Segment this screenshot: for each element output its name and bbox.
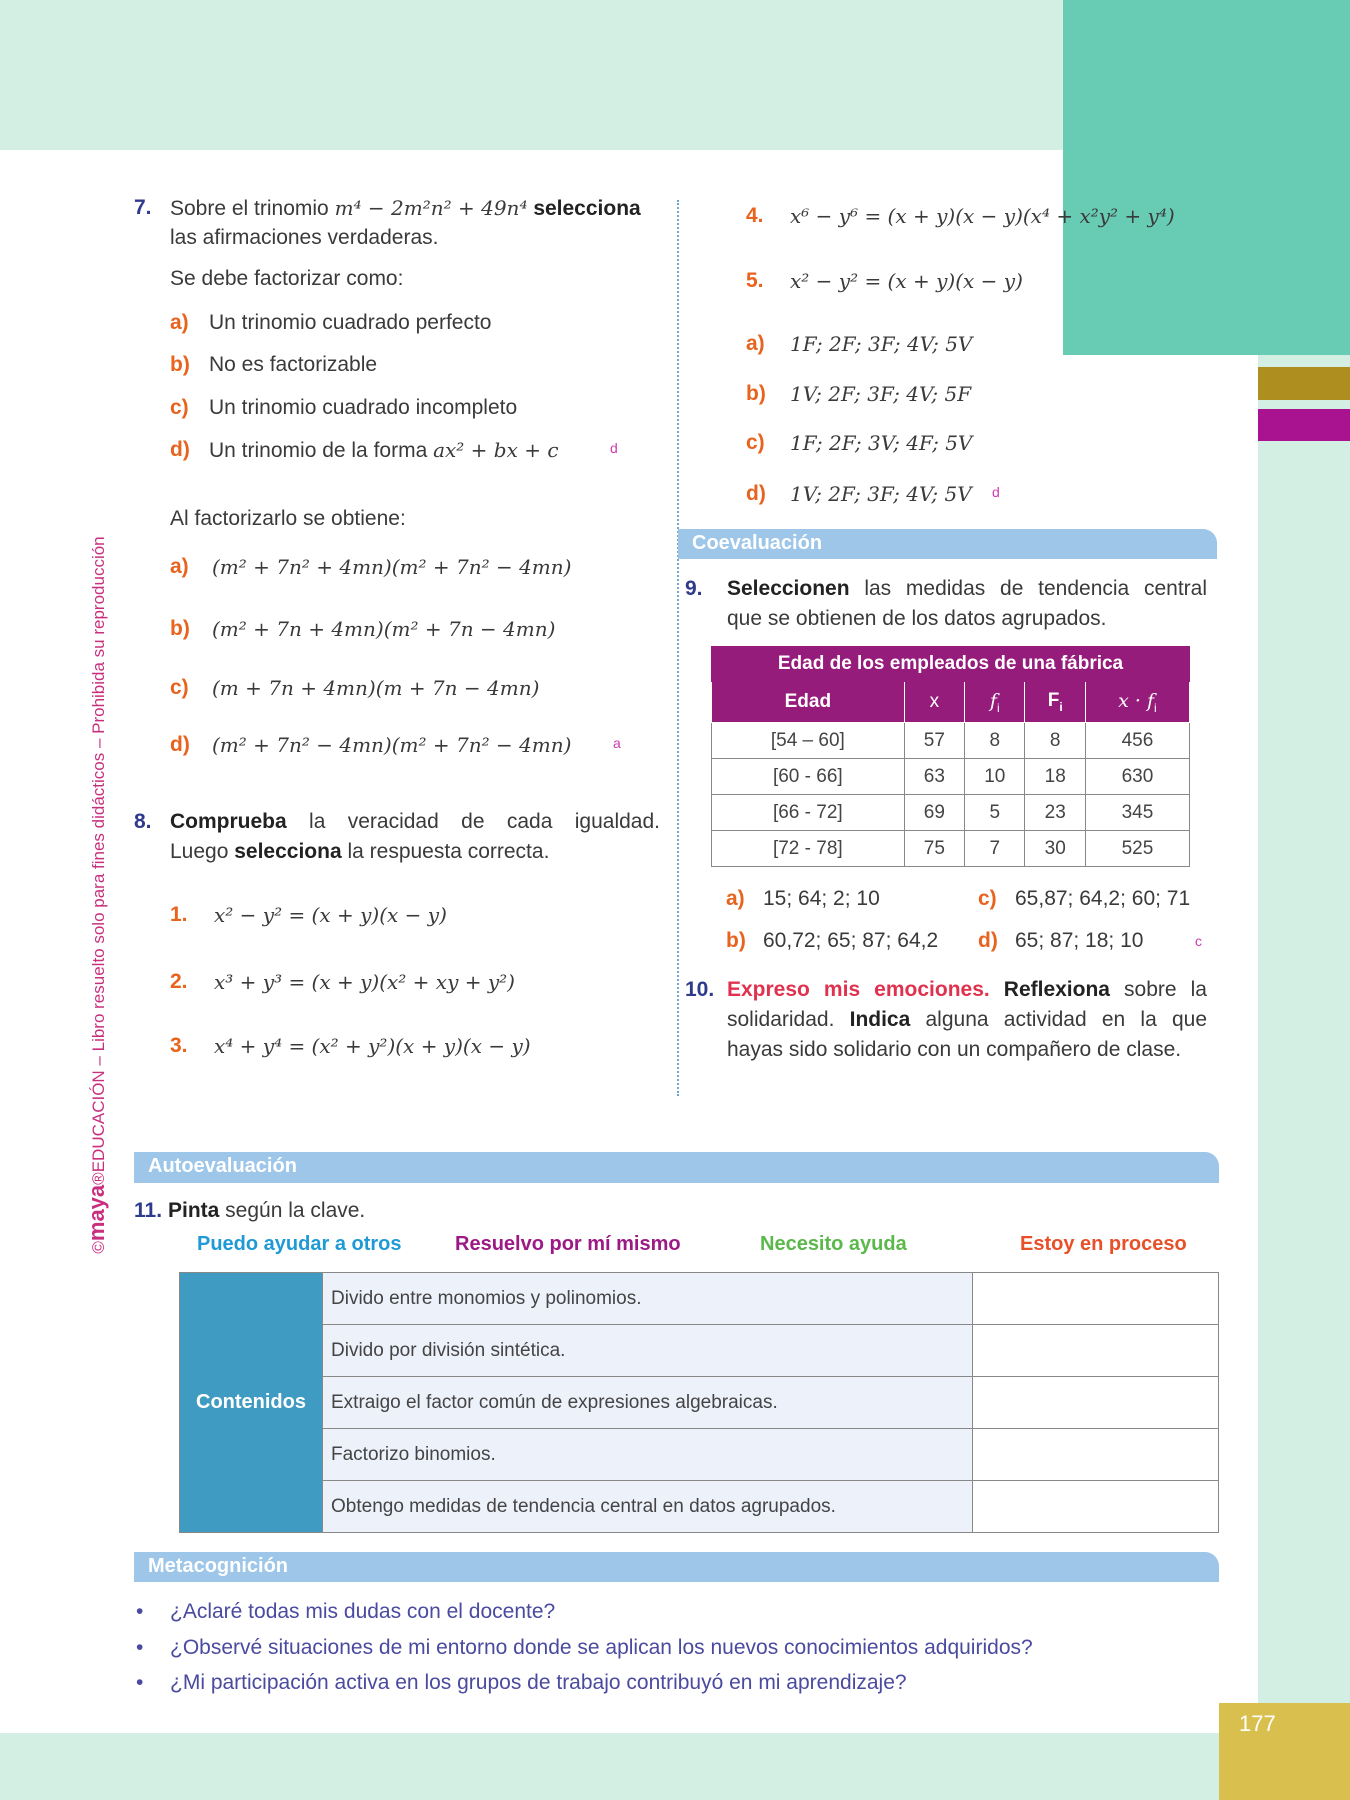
table-row xyxy=(180,1325,1219,1377)
q10-keyword: Reflexiona xyxy=(1003,978,1110,1001)
q9-option-letter: d) xyxy=(978,929,998,952)
content-cell: Divido por división sintética. xyxy=(323,1325,973,1377)
table-cell: 18 xyxy=(1025,759,1085,795)
maya-logo: maya xyxy=(84,1184,109,1242)
legend-in-progress: Estoy en proceso xyxy=(1020,1233,1187,1255)
content-cell: Divido entre monomios y polinomios. xyxy=(323,1273,973,1325)
table-row xyxy=(712,831,1190,867)
q9-option-letter: a) xyxy=(726,887,745,910)
legend-self-solve: Resuelvo por mí mismo xyxy=(455,1233,681,1255)
q7-part1-option-letter: c) xyxy=(170,396,189,419)
q10-keyword: Indica xyxy=(849,1008,911,1031)
table-row xyxy=(180,1481,1219,1533)
table-cell: 525 xyxy=(1085,831,1189,867)
header-label: Edad xyxy=(784,691,832,712)
magenta-tab xyxy=(1258,409,1350,441)
corner-block xyxy=(1063,0,1350,355)
table-cell: 8 xyxy=(965,723,1025,759)
column-header xyxy=(1025,682,1085,723)
q9-number: 9. xyxy=(685,577,703,600)
q9-option-text: 65; 87; 18; 10 xyxy=(1015,929,1144,952)
q9-option-letter: c) xyxy=(978,887,997,910)
table-row xyxy=(180,1273,1219,1325)
table-row xyxy=(712,723,1190,759)
q9-option-text: 65,87; 64,2; 60; 71 xyxy=(1015,887,1191,910)
paint-cell[interactable] xyxy=(973,1325,1219,1377)
q10-line3: hayas sido solidario con un compañero de clase. xyxy=(727,1038,1182,1061)
q7-part2-option-text: (m² + 7n + 4mn)(m² + 7n − 4mn) xyxy=(212,617,556,641)
q7-part1-option-text: Un trinomio cuadrado incompleto xyxy=(209,396,518,419)
q8-item-number: 5. xyxy=(746,269,764,292)
q9-keyword: Seleccionen xyxy=(727,577,850,600)
paint-cell[interactable] xyxy=(973,1429,1219,1481)
q8-item-equation: x² − y² = (x + y)(x − y) xyxy=(214,903,447,927)
reflection-question: ¿Mi participación activa en los grupos de trabajo contribuyó en mi aprendizaje? xyxy=(170,1671,907,1694)
bottom-band xyxy=(0,1733,1350,1800)
q7-keyword: selecciona xyxy=(533,197,641,220)
column-divider xyxy=(677,200,679,1096)
table-cell: [54 – 60] xyxy=(712,723,905,759)
column-header xyxy=(904,682,964,723)
q8-text: la veracidad de cada igualdad. xyxy=(286,810,660,833)
q8-text: Luego xyxy=(170,840,235,863)
q7-part2-option-letter: c) xyxy=(170,676,189,699)
column-header xyxy=(965,682,1025,723)
table-cell: 456 xyxy=(1085,723,1189,759)
content-cell: Obtengo medidas de tendencia central en datos agrupados. xyxy=(323,1481,973,1533)
legend-help-others: Puedo ayudar a otros xyxy=(197,1233,402,1255)
header-subscript: i xyxy=(1154,700,1157,715)
q7-part1-option-letter: a) xyxy=(170,311,189,334)
table-row xyxy=(180,1429,1219,1481)
page-number-box xyxy=(1219,1703,1350,1800)
q8-text: la respuesta correcta. xyxy=(341,840,550,863)
paint-cell[interactable] xyxy=(973,1377,1219,1429)
table-cell: 57 xyxy=(904,723,964,759)
q7-part2-option-text: (m + 7n + 4mn)(m + 7n − 4mn) xyxy=(212,676,540,700)
table-row xyxy=(712,759,1190,795)
q7-statement xyxy=(170,195,641,222)
q7-part1-option-letter: b) xyxy=(170,353,190,376)
q8-item-equation: x² − y² = (x + y)(x − y) xyxy=(790,269,1023,293)
q11-number: 11. xyxy=(134,1199,163,1222)
q9-statement-line2: que se obtienen de los datos agrupados. xyxy=(727,607,1107,630)
table-cell: 75 xyxy=(904,831,964,867)
q8-item-equation: x⁴ + y⁴ = (x² + y²)(x + y)(x − y) xyxy=(214,1034,531,1058)
metacognicion-header xyxy=(134,1552,1219,1582)
bullet-icon: • xyxy=(136,1671,144,1694)
q8-item-equation: x³ + y³ = (x + y)(x² + xy + y²) xyxy=(214,970,515,994)
answer-marker: d xyxy=(610,440,618,456)
section-title: Autoevaluación xyxy=(148,1155,297,1177)
q10-number: 10. xyxy=(685,978,715,1001)
q9-statement xyxy=(727,576,1207,602)
q7-part2-prompt: Al factorizarlo se obtiene: xyxy=(170,507,406,530)
paint-cell[interactable] xyxy=(973,1481,1219,1533)
header-subscript: i xyxy=(1059,699,1063,714)
q10-emotion-title: Expreso mis emociones. xyxy=(727,978,990,1001)
q9-option-text: 15; 64; 2; 10 xyxy=(763,887,880,910)
right-strip xyxy=(1258,355,1350,1800)
table-cell: 8 xyxy=(1025,723,1085,759)
q8-statement-line2 xyxy=(170,839,549,865)
q7-part1-option-letter: d) xyxy=(170,438,190,461)
q8-option-letter: a) xyxy=(746,332,765,355)
section-title: Metacognición xyxy=(148,1555,289,1577)
q11-keyword: Pinta xyxy=(168,1199,220,1222)
copyright-symbol: © xyxy=(89,1241,108,1254)
table-cell: 345 xyxy=(1085,795,1189,831)
q11-text: según la clave. xyxy=(219,1199,366,1222)
bullet-icon: • xyxy=(136,1600,144,1623)
table-row xyxy=(712,795,1190,831)
q7-part2-option-letter: d) xyxy=(170,733,190,756)
q9-option-text: 60,72; 65; 87; 64,2 xyxy=(763,929,939,952)
table-cell: 5 xyxy=(965,795,1025,831)
column-header xyxy=(1085,682,1189,723)
q10-text: alguna actividad en la que xyxy=(910,1008,1208,1031)
q7-statement-line2: las afirmaciones verdaderas. xyxy=(170,226,439,249)
table-cell: 630 xyxy=(1085,759,1189,795)
header-label: x xyxy=(929,691,940,712)
autoevaluacion-header xyxy=(134,1152,1219,1183)
watermark-text: EDUCACIÓN – Libro resuelto solo para fines didácticos – Prohibida su reproducción xyxy=(89,536,108,1173)
q8-item-equation: x⁶ − y⁶ = (x + y)(x − y)(x⁴ + x²y² + y⁴) xyxy=(790,204,1175,228)
q7-text: Sobre el trinomio xyxy=(170,197,335,220)
page-number: 177 xyxy=(1239,1711,1276,1736)
option-math: ax² + bx + c xyxy=(433,438,559,462)
q8-option-text: 1F; 2F; 3V; 4F; 5V xyxy=(790,431,973,455)
q8-keyword: selecciona xyxy=(234,840,342,863)
q8-option-text: 1F; 2F; 3F; 4V; 5V xyxy=(790,332,973,356)
reflection-question: ¿Aclaré todas mis dudas con el docente? xyxy=(170,1600,556,1623)
section-title: Coevaluación xyxy=(692,532,823,554)
table-cell: [66 - 72] xyxy=(712,795,905,831)
table-cell: [60 - 66] xyxy=(712,759,905,795)
q8-option-letter: d) xyxy=(746,482,766,505)
option-text: Un trinomio de la forma xyxy=(209,439,434,462)
answer-marker: a xyxy=(613,735,621,751)
answer-marker: c xyxy=(1195,933,1202,949)
table-cell: [72 - 78] xyxy=(712,831,905,867)
q9-option-letter: b) xyxy=(726,929,746,952)
coevaluacion-header xyxy=(678,529,1217,559)
content-cell: Extraigo el factor común de expresiones algebraicas. xyxy=(323,1377,973,1429)
registered-symbol: ® xyxy=(89,1172,108,1185)
q7-part1-prompt: Se debe factorizar como: xyxy=(170,267,404,290)
q7-part1-option-text: No es factorizable xyxy=(209,353,378,376)
q7-expression: m⁴ − 2m²n² + 49n⁴ xyxy=(334,196,528,220)
answer-marker: d xyxy=(992,484,1000,500)
table-cell: 7 xyxy=(965,831,1025,867)
frequency-table xyxy=(711,646,1190,867)
q10-line1 xyxy=(727,977,1207,1003)
q7-part2-option-letter: b) xyxy=(170,617,190,640)
q11-statement xyxy=(168,1198,365,1224)
table-title: Edad de los empleados de una fábrica xyxy=(712,647,1190,682)
header-label: x · f xyxy=(1118,689,1155,712)
q8-item-number: 1. xyxy=(170,903,188,926)
q7-part1-option-text xyxy=(209,437,559,464)
q8-option-letter: b) xyxy=(746,382,766,405)
q8-option-text: 1V; 2F; 3F; 4V; 5V xyxy=(790,482,972,506)
q7-part2-option-text: (m² + 7n² + 4mn)(m² + 7n² − 4mn) xyxy=(212,555,572,579)
q8-option-text: 1V; 2F; 3F; 4V; 5F xyxy=(790,382,972,406)
content-cell: Factorizo binomios. xyxy=(323,1429,973,1481)
q10-text: sobre la xyxy=(1109,978,1207,1001)
paint-cell[interactable] xyxy=(973,1273,1219,1325)
q7-number: 7. xyxy=(134,196,152,219)
q8-number: 8. xyxy=(134,810,152,833)
table-cell: 30 xyxy=(1025,831,1085,867)
table-cell: 23 xyxy=(1025,795,1085,831)
table-row xyxy=(180,1377,1219,1429)
q8-item-number: 3. xyxy=(170,1034,188,1057)
q8-option-letter: c) xyxy=(746,431,765,454)
table-cell: 63 xyxy=(904,759,964,795)
q9-text: las medidas de tendencia central xyxy=(849,577,1207,600)
q7-part1-option-text: Un trinomio cuadrado perfecto xyxy=(209,311,492,334)
table-cell: 10 xyxy=(965,759,1025,795)
reflection-question: ¿Observé situaciones de mi entorno donde se aplican los nuevos conocimientos adquiridos? xyxy=(170,1636,1033,1659)
q8-item-number: 4. xyxy=(746,204,764,227)
table-cell: 69 xyxy=(904,795,964,831)
header-label: F xyxy=(1047,690,1060,712)
header-subscript: i xyxy=(996,700,1000,715)
self-assessment-table xyxy=(179,1272,1219,1533)
bullet-icon: • xyxy=(136,1636,144,1659)
q7-part2-option-text: (m² + 7n² − 4mn)(m² + 7n² − 4mn) xyxy=(212,733,572,757)
q8-keyword: Comprueba xyxy=(170,810,287,833)
gold-tab xyxy=(1258,367,1350,400)
header-label: f xyxy=(989,689,997,712)
category-cell: Contenidos xyxy=(180,1273,323,1533)
copyright-watermark xyxy=(84,536,110,1253)
column-header xyxy=(712,682,905,723)
q10-text: solidaridad. xyxy=(727,1008,850,1031)
q7-part2-option-letter: a) xyxy=(170,555,189,578)
legend-need-help: Necesito ayuda xyxy=(760,1233,907,1255)
q10-line2 xyxy=(727,1007,1207,1033)
q8-item-number: 2. xyxy=(170,970,188,993)
q8-statement xyxy=(170,809,660,835)
